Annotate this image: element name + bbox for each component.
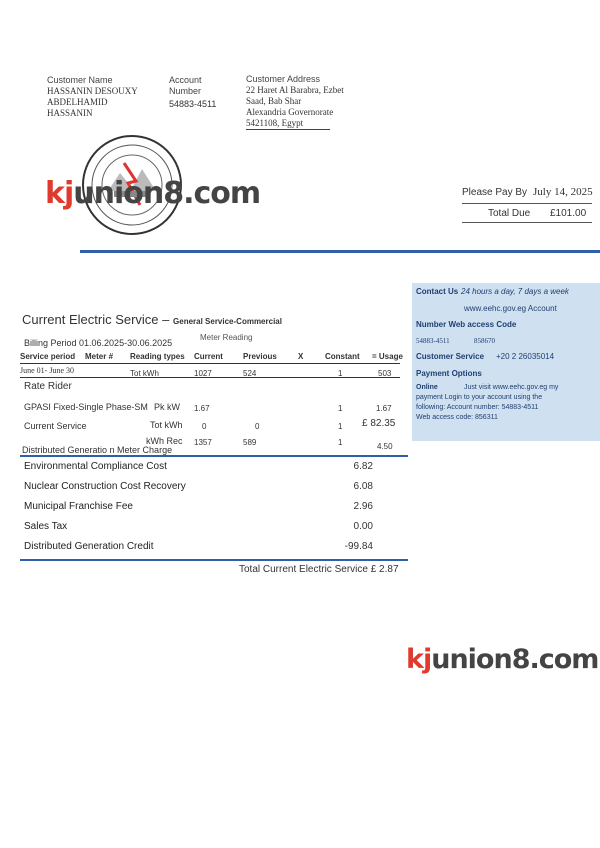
previous-reading: 524 (243, 369, 257, 378)
service-subtitle: General Service-Commercial (173, 317, 282, 326)
service-title (22, 312, 282, 327)
address-line: 22 Haret Al Barabra, Ezbet (246, 85, 344, 95)
constant: 1 (338, 438, 343, 447)
watermark-part: kj (45, 176, 74, 211)
charge-label: Sales Tax (24, 521, 68, 532)
col-header: Service period (20, 352, 76, 361)
previous-reading: 0 (255, 422, 260, 431)
col-header: X (298, 352, 304, 361)
web-line: www.eehc.gov.eg Account (464, 304, 557, 313)
online-text: Web access code: 856311 (416, 414, 498, 421)
col-header: = Usage (372, 352, 403, 361)
customer-address (246, 85, 344, 129)
address-underline (246, 129, 330, 130)
charge-value: 6.08 (353, 481, 373, 492)
previous-reading: 589 (243, 438, 257, 447)
online-text: payment Login to your account using the (416, 394, 543, 401)
charge-value: 2.96 (353, 501, 373, 512)
service-title-text: Current Electric Service – (22, 312, 170, 327)
customer-service-label: Customer Service (416, 352, 485, 361)
col-header: Meter # (85, 352, 114, 361)
contact-panel (412, 283, 600, 441)
charge-label: Distributed Generation Credit (24, 541, 154, 552)
current-reading: 1357 (194, 438, 212, 447)
number-label: Number Web access Code (416, 320, 517, 329)
constant: 1 (338, 422, 343, 431)
watermark-part: kj (406, 644, 432, 675)
reading-type: kWh Rec (146, 436, 183, 446)
col-header: Current (194, 352, 223, 361)
service-period: June 01- June 30 (20, 366, 74, 375)
customer-name-line: HASSANIN (47, 108, 93, 118)
header-divider (80, 250, 600, 253)
charge-value: 6.82 (353, 461, 373, 472)
usage: 1.67 (376, 404, 392, 413)
col-header: Previous (243, 352, 277, 361)
charge-value: -99.84 (344, 541, 373, 552)
watermark-logo (406, 644, 598, 675)
web-code: 858670 (474, 337, 495, 345)
online-text: following: Account number: 54883-4511 (416, 404, 539, 411)
charges-bottom-rule (20, 559, 408, 561)
current-reading: 1027 (194, 369, 212, 378)
charge-label: Nuclear Construction Cost Recovery (24, 481, 186, 492)
customer-name-line: ABDELHAMID (47, 97, 108, 107)
col-header: Reading types (130, 352, 185, 361)
account-number: 54883-4511 (169, 99, 217, 109)
pay-by-underline (462, 203, 592, 204)
rate-rider: Rate Rider (24, 381, 72, 392)
usage: 4.50 (377, 442, 393, 451)
online-label: Online (416, 384, 438, 391)
contact-label: Contact Us (416, 287, 459, 296)
contact-hours: 24 hours a day, 7 days a week (461, 287, 569, 296)
col-header: Constant (325, 352, 360, 361)
customer-name-line: HASSANIN DESOUXY (47, 86, 138, 96)
account-label-2: Number (169, 86, 202, 96)
customer-name (47, 86, 138, 119)
distributed-generation-charge: Distributed Generatio n Meter Charge (22, 445, 173, 455)
row-rule (20, 377, 400, 378)
current-reading: 1.67 (194, 404, 210, 413)
pay-by-label: Please Pay By (462, 187, 528, 198)
account-label: Account (169, 75, 202, 85)
constant: 1 (338, 404, 343, 413)
usage: £ 82.35 (362, 418, 396, 429)
address-line: Alexandria Governorate (246, 107, 334, 117)
sidebar-account-number: 54883-4511 (416, 337, 450, 345)
reading-type: Pk kW (154, 402, 180, 412)
watermark-logo (45, 176, 260, 211)
address-line: Saad, Bab Shar (246, 96, 302, 106)
total-current-service: Total Current Electric Service £ 2.87 (239, 564, 399, 575)
watermark-part: union8.com (73, 176, 261, 211)
charge-value: 0.00 (353, 521, 373, 532)
total-due-label: Total Due (488, 208, 531, 219)
billing-period: Billing Period 01.06.2025-30.06.2025 (24, 338, 173, 348)
reading-type: Tot kWh (150, 420, 183, 430)
charges-top-rule (20, 455, 408, 457)
customer-service-phone: +20 2 26035014 (496, 352, 555, 361)
rate-label: GPASI Fixed-Single Phase-SM (24, 402, 148, 412)
current-reading: 0 (202, 422, 207, 431)
address-label: Customer Address (246, 74, 321, 84)
rate-label: Current Service (24, 421, 87, 431)
pay-by-date: July 14, 2025 (533, 186, 593, 198)
meter-reading-label: Meter Reading (200, 333, 253, 342)
charge-label: Environmental Compliance Cost (24, 461, 167, 472)
watermark-part: union8.com (431, 644, 599, 675)
online-text: Just visit www.eehc.gov.eg my (464, 384, 559, 391)
usage: 503 (378, 369, 392, 378)
table-header-rule (20, 363, 400, 364)
charge-label: Municipal Franchise Fee (24, 501, 133, 512)
reading-type: Tot kWh (130, 369, 159, 378)
customer-name-label: Customer Name (47, 75, 113, 85)
total-due-value: £101.00 (550, 208, 587, 219)
constant: 1 (338, 369, 343, 378)
total-due-underline (462, 222, 592, 223)
payment-options-label: Payment Options (416, 369, 482, 378)
address-line: 5421108, Egypt (246, 118, 304, 128)
